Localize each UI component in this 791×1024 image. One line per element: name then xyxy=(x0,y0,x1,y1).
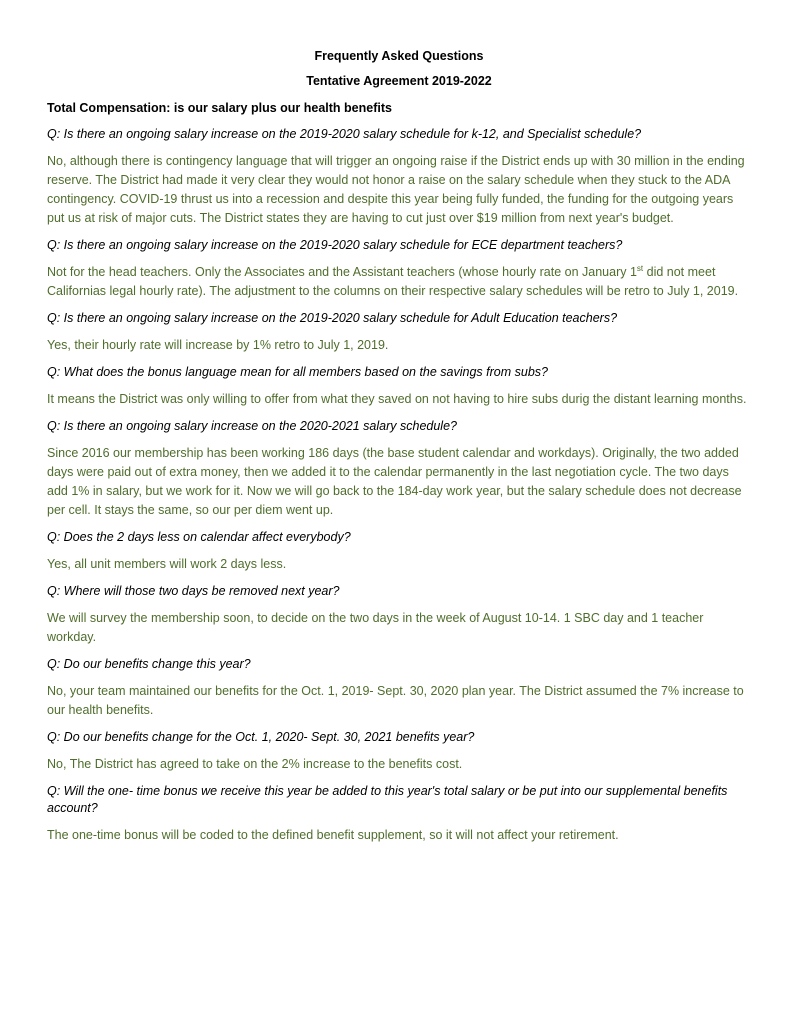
faq-answer: It means the District was only willing to offer from what they saved on not having to hire subs durig the distant learning months. xyxy=(47,392,747,406)
faq-answer: No, The District has agreed to take on the 2% increase to the benefits cost. xyxy=(47,757,463,771)
section-heading: Total Compensation: is our salary plus our health benefits xyxy=(47,101,392,115)
faq-question: Q: Will the one- time bonus we receive this year be added to this year's total salary or be put into our supplemental benefits account? xyxy=(47,784,728,815)
faq-question: Q: What does the bonus language mean for all members based on the savings from subs? xyxy=(47,365,548,379)
faq-list xyxy=(47,126,751,845)
faq-answer: No, although there is contingency language that will trigger an ongoing raise if the District ends up with 30 million in the ending reserve. The District had made it very clear they would not honor a raise on the salary schedule when they stuck to the ADA contingency. COVID-19 thrust us into a recession and despite this year being fully funded, the funding for the outgoing years put us at risk of major cuts. The District states they are having to cut just over $19 million from next year's budget. xyxy=(47,154,745,225)
faq-answer: Yes, their hourly rate will increase by 1% retro to July 1, 2019. xyxy=(47,338,389,352)
document-title: Frequently Asked Questions xyxy=(314,49,484,63)
faq-answer xyxy=(47,263,751,301)
faq-answer: No, your team maintained our benefits for the Oct. 1, 2019- Sept. 30, 2020 plan year. The District assumed the 7% increase to our health benefits. xyxy=(47,684,744,717)
faq-question: Q: Do our benefits change for the Oct. 1, 2020- Sept. 30, 2021 benefits year? xyxy=(47,730,475,744)
document-subtitle: Tentative Agreement 2019-2022 xyxy=(306,74,492,88)
faq-answer-part: did not meet Californias legal hourly rate). The adjustment to the columns on their respective salary schedules will be retro to July 1, 2019. xyxy=(47,265,739,298)
faq-answer: The one-time bonus will be coded to the defined benefit supplement, so it will not affect your retirement. xyxy=(47,828,619,842)
faq-answer: Since 2016 our membership has been working 186 days (the base student calendar and workdays). Originally, the two added days were paid out of extra money, then we added it to the calendar permanently in the last negotiation cycle. The two days add 1% in salary, but we work for it. Now we will go back to the 184-day work year, but the salary schedule does not decrease per cell. It stays the same, so our per diem went up. xyxy=(47,446,742,517)
faq-question: Q: Do our benefits change this year? xyxy=(47,657,251,671)
faq-answer: Yes, all unit members will work 2 days less. xyxy=(47,557,287,571)
faq-question: Q: Is there an ongoing salary increase on the 2019-2020 salary schedule for ECE department teachers? xyxy=(47,238,623,252)
faq-question: Q: Where will those two days be removed next year? xyxy=(47,584,340,598)
faq-answer-part: Not for the head teachers. Only the Associates and the Assistant teachers (whose hourly rate on January 1 xyxy=(47,265,637,279)
faq-answer: We will survey the membership soon, to decide on the two days in the week of August 10-14. 1 SBC day and 1 teacher workday. xyxy=(47,611,704,644)
faq-question: Q: Is there an ongoing salary increase on the 2020-2021 salary schedule? xyxy=(47,419,457,433)
ordinal-suffix: st xyxy=(636,263,644,273)
faq-question: Q: Does the 2 days less on calendar affect everybody? xyxy=(47,530,351,544)
faq-question: Q: Is there an ongoing salary increase on the 2019-2020 salary schedule for Adult Education teachers? xyxy=(47,311,618,325)
faq-question: Q: Is there an ongoing salary increase on the 2019-2020 salary schedule for k-12, and Specialist schedule? xyxy=(47,127,642,141)
